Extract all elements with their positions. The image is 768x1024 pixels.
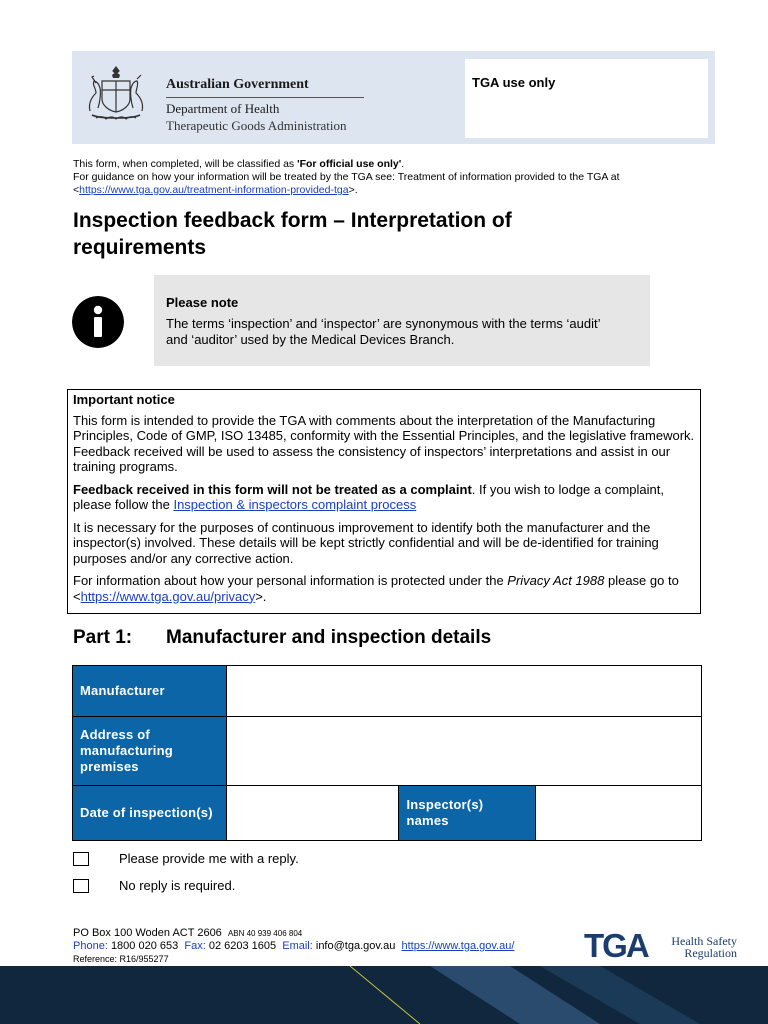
tga-logo-mark: TGA <box>584 927 648 964</box>
manufacturer-label: Manufacturer <box>73 666 227 717</box>
manufacturer-details-table <box>72 665 702 841</box>
notice-paragraph-confidentiality: It is necessary for the purposes of continuous improvement to identify both the manufacturer and the inspector(s) involved. These details will be kept strictly confidential and will be de-identified for training purposes and/or any corrective action. <box>73 519 659 566</box>
abn: ABN 40 939 406 804 <box>227 929 303 938</box>
manufacturer-field[interactable] <box>226 666 701 717</box>
please-note-text: The terms ‘inspection’ and ‘inspector’ are synonymous with the terms ‘audit’ and ‘auditor’ used by the Medical Devices Branch. <box>166 316 601 347</box>
fax-number: 02 6203 1605 <box>208 940 277 952</box>
classification-line-2: For guidance on how your information will be treated by the TGA see: Treatment of information provided to the TGA at <box>73 171 620 183</box>
treatment-info-link[interactable]: https://www.tga.gov.au/treatment-information-provided-tga <box>79 184 349 196</box>
inspection-date-label: Date of inspection(s) <box>73 786 227 841</box>
department-name: Department of Health <box>166 101 280 116</box>
header-divider <box>166 97 364 98</box>
notice-paragraph-privacy: For information about how your personal information is protected under the Privacy Act 1988 please go to <https://www.tga.gov.au/privacy>. <box>73 573 679 604</box>
government-name: Australian Government <box>166 77 309 92</box>
please-note-box <box>154 275 650 366</box>
inspection-date-field[interactable] <box>226 786 399 841</box>
part-1-title: Manufacturer and inspection details <box>166 627 492 648</box>
tga-use-only-label: TGA use only <box>472 75 556 90</box>
inspector-names-field[interactable] <box>536 786 702 841</box>
reply-requested-label: Please provide me with a reply. <box>119 851 299 866</box>
notice-paragraph-purpose: This form is intended to provide the TGA with comments about the interpretation of the Manufacturing Principles, Code of GMP, ISO 13485, conformity with the Essential Principles, and the legislative framework. Feedback received will be used to assess the consistency of inspectors’ interpretations and assist in our training programs. <box>73 412 695 474</box>
classification-level: 'For official use only' <box>297 158 402 170</box>
footer-band-graphic <box>0 966 768 1024</box>
phone-number: 1800 020 653 <box>110 940 179 952</box>
footer-contact <box>73 927 514 966</box>
complaint-process-link[interactable]: Inspection & inspectors complaint process <box>173 497 417 512</box>
header-banner <box>72 51 715 144</box>
reply-requested-checkbox[interactable] <box>73 852 89 866</box>
classification-line-1: This form, when completed, will be classified as 'For official use only'. <box>73 158 405 170</box>
agency-name: Therapeutic Goods Administration <box>166 118 347 133</box>
footer-address-line: PO Box 100 Woden ACT 2606 ABN 40 939 406 804 <box>73 927 303 939</box>
address-label: Address of manufacturing premises <box>73 717 227 786</box>
please-note-heading: Please note <box>166 295 239 310</box>
tga-website-link[interactable]: https://www.tga.gov.au/ <box>401 940 515 952</box>
footer-band <box>0 966 768 1024</box>
table-row <box>73 786 702 841</box>
important-notice-heading: Important notice <box>73 392 175 407</box>
table-row <box>73 717 702 786</box>
tga-logo-tagline: Health Safety Regulation <box>671 934 737 960</box>
email-address: info@tga.gov.au <box>315 940 396 952</box>
page-title: Inspection feedback form – Interpretation of requirements <box>73 209 512 259</box>
privacy-link[interactable]: https://www.tga.gov.au/privacy <box>80 588 256 604</box>
classification-line-3: <https://www.tga.gov.au/treatment-information-provided-tga>. <box>73 184 358 196</box>
footer-contact-line: Phone: 1800 020 653 Fax: 02 6203 1605 Email: info@tga.gov.au https://www.tga.gov.au/ <box>73 940 515 952</box>
no-reply-label: No reply is required. <box>119 878 236 893</box>
important-notice <box>67 389 701 614</box>
info-icon <box>72 296 124 348</box>
table-row <box>73 666 702 717</box>
inspector-names-label: Inspector(s) names <box>399 786 536 841</box>
coat-of-arms-icon <box>82 63 150 125</box>
no-reply-checkbox[interactable] <box>73 879 89 893</box>
notice-paragraph-complaint: Feedback received in this form will not be treated as a complaint. If you wish to lodge a complaint, please follow the Inspection & inspectors complaint process <box>73 481 664 512</box>
part-1-label: Part 1: <box>73 627 133 648</box>
tga-use-only-field[interactable] <box>465 59 708 138</box>
part-1-heading <box>73 627 491 649</box>
address-field[interactable] <box>226 717 701 786</box>
reference-number: Reference: R16/955277 <box>73 954 169 964</box>
classification-notice <box>73 158 713 197</box>
